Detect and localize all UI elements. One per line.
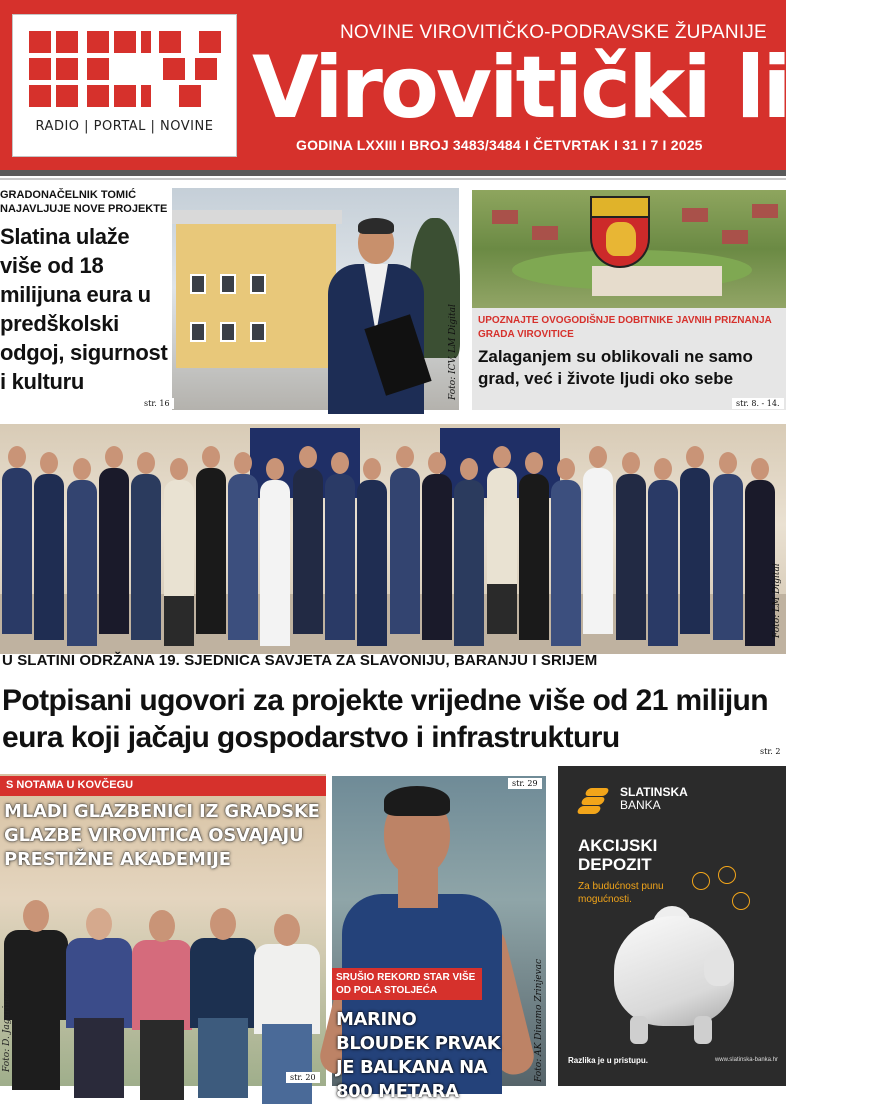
story5-credit: Foto: AK Dinamo Zrinjevac (534, 958, 544, 1082)
slatinska-banka-ad[interactable] (558, 766, 786, 1086)
crowd-person (454, 458, 484, 648)
crowd-person (616, 452, 646, 642)
bank-logo-icon (578, 786, 612, 812)
story2-text (472, 308, 786, 410)
palace (592, 266, 722, 296)
ad-footer: Razlika je u pristupu. (568, 1056, 649, 1065)
crowd-person (196, 446, 226, 636)
crowd-person (422, 452, 452, 642)
masthead-divider-thin (0, 178, 786, 180)
crowd-person (131, 452, 161, 642)
crowd-person (745, 458, 775, 648)
story-marino-bloudek[interactable] (332, 776, 546, 1102)
crowd-person (2, 446, 32, 636)
story1-text (0, 188, 172, 410)
story2-headline[interactable]: Zalaganjem su oblikovali ne samo grad, već i živote ljudi oko sebe (478, 347, 753, 388)
crowd-person (487, 446, 517, 636)
story2-kicker: UPOZNAJTE OVOGODIŠNJE DOBITNIKE JAVNIH PRIZNANJA GRADA VIROVITICE (478, 315, 772, 340)
ad-headline-line2: DEPOZIT (578, 855, 652, 874)
mayor-figure (312, 212, 432, 412)
story3-headline[interactable]: Potpisani ugovori za projekte vrijedne više od 21 milijun eura koji jačaju gospodarstvo i infrastrukturu (2, 684, 769, 754)
story-young-musicians[interactable] (0, 774, 326, 1086)
bank-name (620, 786, 688, 812)
story3-group-photo[interactable] (0, 424, 786, 648)
crowd-person (99, 446, 129, 636)
story5-page-ref[interactable]: str. 29 (508, 778, 542, 789)
logo-subtitle: RADIO | PORTAL | NOVINE (35, 119, 214, 134)
ad-headline-line1: AKCIJSKI (578, 836, 658, 855)
story1-credit: Foto: ICV, LM Digital (448, 304, 458, 400)
masthead (0, 0, 875, 170)
story1-photo[interactable] (172, 188, 459, 410)
story5-kicker: SRUŠIO REKORD STAR VIŠE OD POLA STOLJEĆA (332, 968, 482, 1000)
crowd-person (648, 458, 678, 648)
crowd-person (293, 446, 323, 636)
story1-page-ref[interactable]: str. 16 (140, 398, 174, 409)
crowd-person (680, 446, 710, 636)
bank-name-line2: BANKA (620, 798, 661, 812)
crowd-person (67, 458, 97, 648)
crowd-person (260, 458, 290, 648)
ad-url[interactable]: www.slatinska-banka.hr (714, 1057, 778, 1063)
story4-headline[interactable]: MLADI GLAZBENICI IZ GRADSKE GLAZBE VIROVITICA OSVAJAJU PRESTIŽNE AKADEMIJE (4, 801, 320, 870)
bank-name-line1: SLATINSKA (620, 785, 688, 799)
crowd-person (34, 452, 64, 642)
crowd-person (325, 452, 355, 642)
masthead-divider (0, 170, 786, 176)
icv-logo-mark (29, 31, 221, 107)
crowd-person (551, 458, 581, 648)
ad-subtitle: Za budućnost punu mogućnosti. (578, 881, 664, 905)
crowd-person (713, 452, 743, 642)
masthead-tagline: NOVINE VIROVITIČKO-PODRAVSKE ŽUPANIJE (340, 22, 767, 43)
story4-tag: S NOTAMA U KOVČEGU (0, 776, 326, 796)
issue-info: GODINA LXXIII I BROJ 3483/3484 I ČETVRTAK I 31 I 7 I 2025 (296, 137, 703, 153)
crowd-person (519, 452, 549, 642)
story2-page-ref[interactable]: str. 8. - 14. (732, 398, 784, 409)
icv-logo[interactable] (12, 14, 237, 157)
story4-credit: Foto: D. Jagarinec (2, 989, 12, 1072)
crowd-person (390, 446, 420, 636)
piggy-nose (704, 950, 734, 986)
crowd-person (583, 446, 613, 636)
story1-headline[interactable]: Slatina ulaže više od 18 milijuna eura u predškolski odgoj, sigurnost i kulturu (0, 224, 168, 394)
masthead-title[interactable]: Virovitički list (252, 38, 875, 138)
story3-page-ref[interactable]: str. 2 (756, 746, 784, 757)
crowd-person (357, 458, 387, 648)
story4-page-ref[interactable]: str. 20 (286, 1072, 320, 1083)
story1-kicker: GRADONAČELNIK TOMIĆ NAJAVLJUJE NOVE PROJEKTE (0, 189, 168, 215)
ad-headline (578, 836, 657, 874)
story3-credit: Foto: LM Digital (772, 563, 782, 638)
story3-kicker: U SLATINI ODRŽANA 19. SJEDNICA SAVJETA ZA SLAVONIJU, BARANJU I SRIJEM (2, 652, 598, 669)
savings-icons (692, 866, 754, 916)
story2-aerial-photo[interactable] (472, 190, 786, 308)
crowd-person (164, 458, 194, 648)
crowd-person (228, 452, 258, 642)
story5-headline[interactable]: MARINO BLOUDEK PRVAK JE BALKANA NA 800 METARA (336, 1009, 501, 1102)
coat-of-arms-icon (590, 196, 650, 268)
